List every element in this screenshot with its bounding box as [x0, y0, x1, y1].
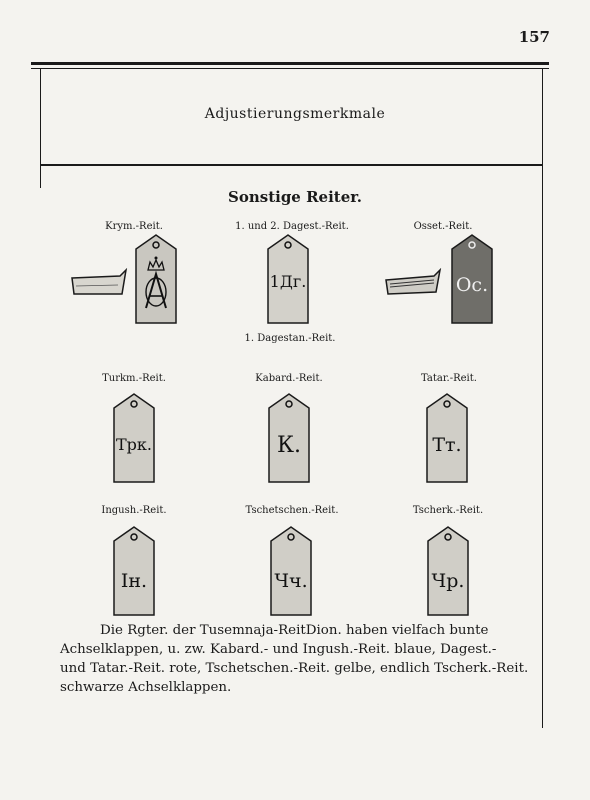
frame-left-rule — [40, 68, 41, 188]
strap-label-ingush: Ingush.-Reit. — [101, 505, 167, 516]
flat-strap-krym — [70, 268, 130, 296]
strap-label-dagest: 1. und 2. Dagest.-Reit. — [235, 221, 349, 232]
strap-label-krym: Krym.-Reit. — [105, 221, 163, 232]
section-title: Sonstige Reiter. — [228, 188, 362, 206]
paragraph-line-3: und Tatar.-Reit. rote, Tschetschen.-Reit. gelbe, endlich Tscherk.-Reit. — [60, 661, 529, 676]
strap-cipher-kabard: К. — [276, 433, 302, 458]
strap-cipher-tatar: Тт. — [432, 434, 462, 456]
frame-top-rule-thin — [31, 68, 549, 69]
strap-cipher-dagest: 1Дг. — [269, 272, 307, 291]
shoulder-strap-tschetschen — [270, 526, 312, 616]
shoulder-strap-ingush — [113, 526, 155, 616]
frame-top-rule — [31, 62, 549, 65]
shoulder-strap-tscherk — [427, 526, 469, 616]
footnote-paragraph — [60, 621, 532, 697]
strap-label-turkm: Turkm.-Reit. — [102, 373, 166, 384]
strap-cipher-tschetschen: Чч. — [274, 570, 308, 592]
sub-label-dagestan: 1. Dagestan.-Reit. — [244, 333, 336, 344]
frame-middle-rule — [40, 164, 543, 166]
strap-label-kabard: Kabard.-Reit. — [255, 373, 323, 384]
strap-label-tatar: Tatar.-Reit. — [421, 373, 477, 384]
shoulder-strap-osset — [451, 234, 493, 324]
strap-label-tschetschen: Tschetschen.-Reit. — [245, 505, 339, 516]
shoulder-strap-krym — [135, 234, 177, 324]
shoulder-strap-tatar — [426, 393, 468, 483]
strap-label-osset: Osset.-Reit. — [413, 221, 473, 232]
strap-cipher-turkm: Трк. — [116, 435, 152, 454]
flat-strap-osset — [384, 268, 444, 296]
shoulder-strap-turkm — [113, 393, 155, 483]
shoulder-strap-kabard — [268, 393, 310, 483]
strap-cipher-osset: Ос. — [455, 274, 489, 296]
strap-cipher-ingush: Ін. — [120, 570, 148, 592]
paragraph-line-2: Achselklappen, u. zw. Kabard.- und Ingush.-Reit. blaue, Dagest.- — [60, 642, 497, 657]
frame-right-rule — [542, 68, 543, 728]
strap-cipher-tscherk: Чр. — [431, 570, 465, 592]
header-title: Adjustierungsmerkmale — [204, 106, 386, 122]
strap-label-tscherk: Tscherk.-Reit. — [412, 505, 484, 516]
page-number: 157 — [518, 28, 550, 46]
paragraph-line-4: schwarze Achselklappen. — [60, 680, 232, 695]
paragraph-line-1: Die Rgter. der Tusemnaja-ReitDion. haben vielfach bunte — [100, 623, 489, 638]
shoulder-strap-dagest — [267, 234, 309, 324]
